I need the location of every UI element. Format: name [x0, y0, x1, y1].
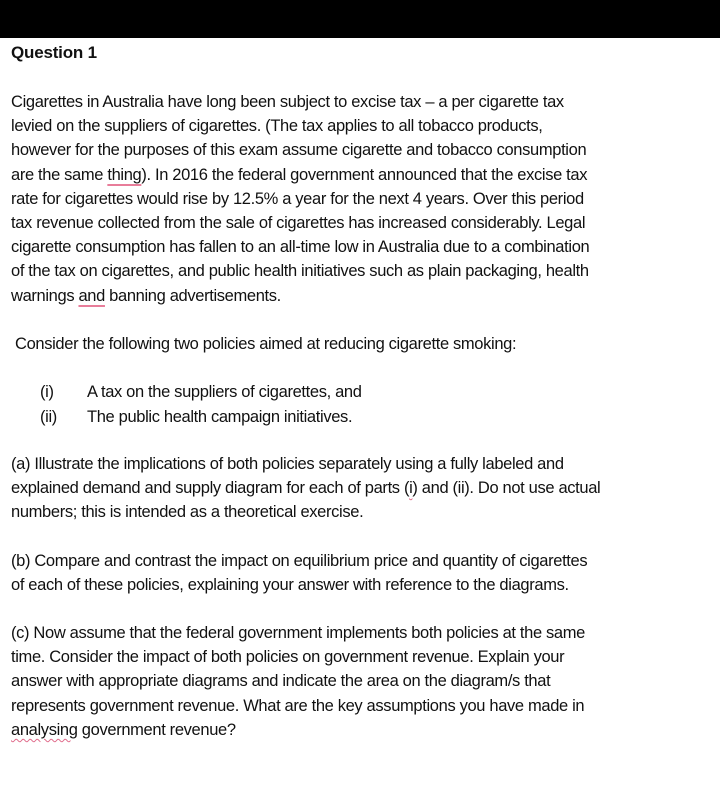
document-page — [0, 38, 720, 796]
intro-line: however for the purposes of this exam assume cigarette and tobacco consumption — [11, 141, 587, 160]
consider-text: Consider the following two policies aimed at reducing cigarette smoking: — [15, 335, 517, 353]
list-text: A tax on the suppliers of cigarettes, and — [87, 383, 362, 401]
intro-line: cigarette consumption has fallen to an all-time low in Australia due to a combination — [11, 238, 590, 257]
list-item — [40, 405, 362, 430]
intro-line: rate for cigarettes would rise by 12.5% a year for the next 4 years. Over this period — [11, 189, 584, 208]
intro-line: levied on the suppliers of cigarettes. (The tax applies to all tobacco products, — [11, 117, 543, 136]
intro-paragraph — [11, 90, 711, 308]
part-b-line: (b) Compare and contrast the impact on equilibrium price and quantity of cigarettes — [11, 552, 588, 570]
intro-text: banning advertisements. — [104, 286, 281, 305]
policy-list — [40, 380, 362, 429]
part-a-line — [11, 476, 711, 500]
consider-paragraph — [15, 332, 715, 356]
part-a-paragraph — [11, 452, 711, 525]
part-a-text: explained demand and supply diagram for each of parts ( — [11, 479, 410, 498]
intro-line — [11, 284, 711, 308]
intro-text: ). In 2016 the federal government announced that the excise tax — [141, 165, 588, 184]
part-c-line: (c) Now assume that the federal government implements both policies at the same — [11, 624, 585, 642]
part-c-line: represents government revenue. What are the key assumptions you have made in — [11, 696, 585, 715]
part-a-line: numbers; this is intended as a theoretical exercise. — [11, 503, 364, 522]
list-item — [40, 380, 362, 405]
intro-text: are the same — [11, 165, 108, 184]
intro-line: Cigarettes in Australia have long been subject to excise tax – a per cigarette tax — [11, 93, 564, 111]
grammar-flag-word[interactable]: and — [78, 286, 105, 305]
top-black-bar — [0, 0, 720, 38]
part-b-paragraph — [11, 549, 711, 597]
part-a-line: (a) Illustrate the implications of both policies separately using a fully labeled and — [11, 455, 564, 473]
list-text: The public health campaign initiatives. — [87, 407, 353, 426]
spelling-flag-word[interactable]: i — [409, 479, 413, 498]
intro-line: of the tax on cigarettes, and public health initiatives such as plain packaging, health — [11, 262, 589, 281]
part-c-text: government revenue? — [77, 720, 236, 739]
intro-text: warnings — [11, 286, 79, 305]
intro-line — [11, 163, 711, 187]
part-c-line: time. Consider the impact of both policies on government revenue. Explain your — [11, 648, 565, 667]
spelling-flag-word[interactable]: analysing — [11, 720, 78, 739]
list-number: (i) — [40, 383, 54, 401]
grammar-flag-word[interactable]: thing — [107, 165, 142, 184]
intro-line: tax revenue collected from the sale of cigarettes has increased considerably. Legal — [11, 214, 586, 233]
list-number: (ii) — [40, 407, 57, 426]
part-b-line: of each of these policies, explaining your answer with reference to the diagrams. — [11, 576, 569, 595]
question-title: Question 1 — [11, 43, 97, 62]
part-a-text: ) and (ii). Do not use actual — [412, 479, 601, 498]
part-c-paragraph — [11, 621, 711, 742]
part-c-line — [11, 718, 711, 742]
part-c-line: answer with appropriate diagrams and indicate the area on the diagram/s that — [11, 672, 551, 691]
